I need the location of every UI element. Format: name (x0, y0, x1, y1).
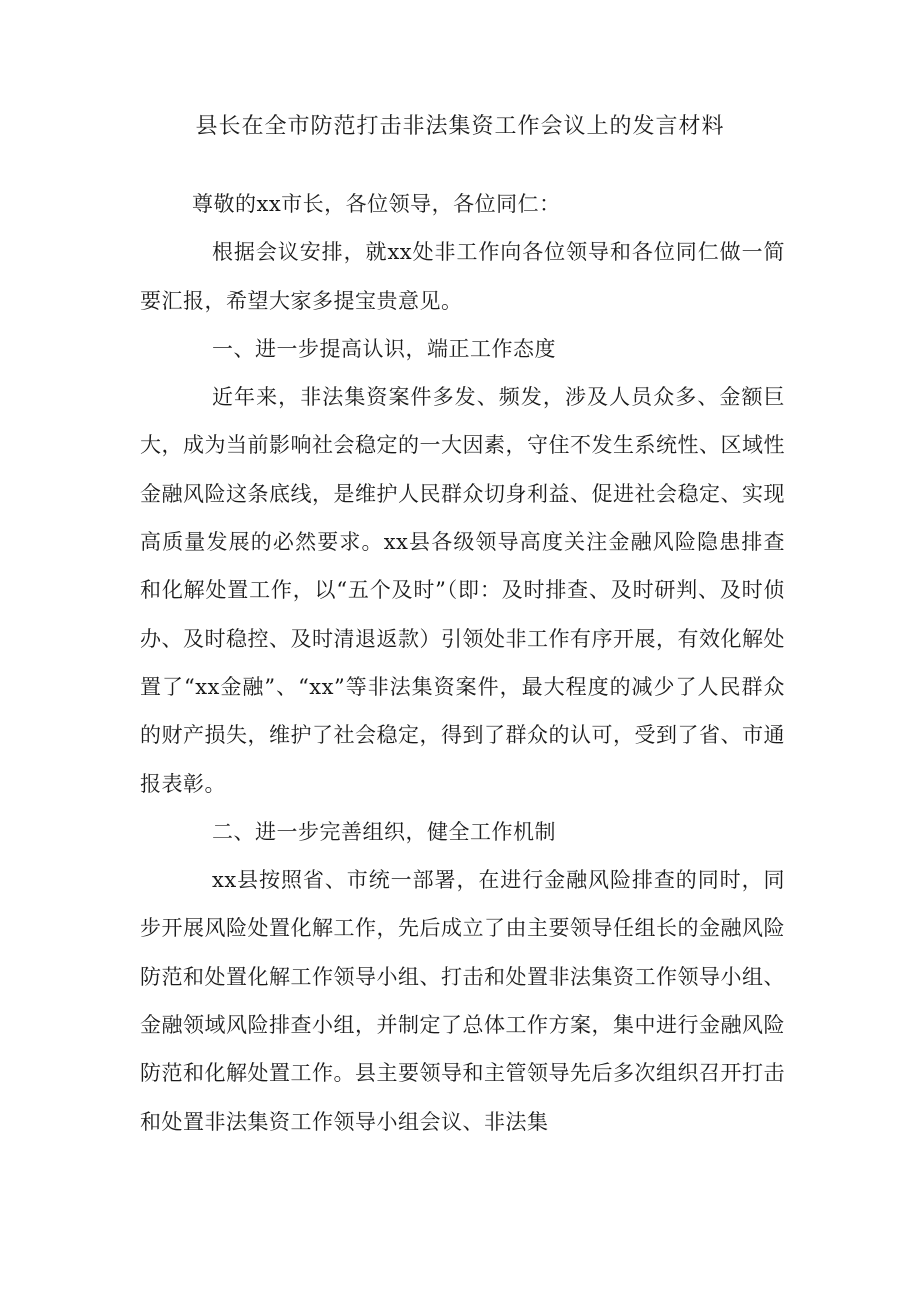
section-1-paragraph: 近年来，非法集资案件多发、频发，涉及人员众多、金额巨大，成为当前影响社会稳定的一大因素，守住不发生系统性、区域性金融风险这条底线，是维护人民群众切身利益、促进社会稳定、实现高质量发展的必然要求。xx县各级领导高度关注金融风险隐患排查和化解处置工作，以“五个及时”（即：及时排查、及时研判、及时侦办、及时稳控、及时清退返款）引领处非工作有序开展，有效化解处置了“xx金融”、“xx”等非法集资案件，最大程度的减少了人民群众的财产损失，维护了社会稳定，得到了群众的认可，受到了省、市通报表彰。 (140, 385, 785, 796)
section-2-paragraph: xx县按照省、市统一部署，在进行金融风险排查的同时，同步开展风险处置化解工作，先后成立了由主要领导任组长的金融风险防范和处置化解工作领导小组、打击和处置非法集资工作领导小组、金融领域风险排查小组，并制定了总体工作方案，集中进行金融风险防范和化解处置工作。县主要领导和主管领导先后多次组织召开打击和处置非法集资工作领导小组会议、非法集 (140, 868, 785, 1134)
document-body (140, 180, 785, 1146)
greeting-paragraph: 尊敬的xx市长，各位领导，各位同仁： (192, 192, 561, 216)
intro-paragraph: 根据会议安排，就xx处非工作向各位领导和各位同仁做一简要汇报，希望大家多提宝贵意见。 (140, 240, 785, 313)
section-2-heading: 二、进一步完善组织，健全工作机制 (212, 819, 556, 844)
document-title: 县长在全市防范打击非法集资工作会议上的发言材料 (195, 114, 725, 139)
section-1-heading: 一、进一步提高认识，端正工作态度 (212, 336, 556, 361)
